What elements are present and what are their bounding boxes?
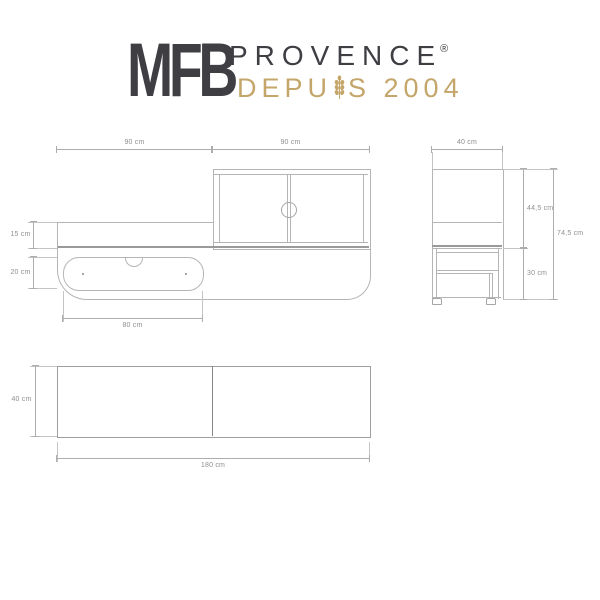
top-depth-dimline xyxy=(35,366,36,436)
registered-mark: ® xyxy=(440,43,449,55)
side-body-outline xyxy=(432,169,504,300)
cabinet-bottom-panel-line xyxy=(214,242,368,243)
drawer-dot-left xyxy=(82,273,84,275)
drawer-width-dimline xyxy=(63,318,202,319)
top-view-outline xyxy=(57,366,371,438)
side-depth-dimline xyxy=(432,149,502,150)
side-base-height-dimline xyxy=(523,248,524,299)
top-view-divider-line xyxy=(212,366,213,436)
side-base-top-line xyxy=(432,248,502,249)
side-upper-height-dimline xyxy=(523,169,524,248)
drawer-width-label: 80 cm xyxy=(122,322,143,329)
side-base-inner-top-line xyxy=(436,252,498,253)
cabinet-right-panel-line xyxy=(363,174,364,243)
front-width-left-label: 90 cm xyxy=(124,139,145,146)
logo-tagline-left: DEPU xyxy=(237,73,333,103)
side-total-height-label: 74,5 cm xyxy=(557,230,584,237)
top-width-label: 180 cm xyxy=(200,462,226,469)
side-total-height-dimline xyxy=(553,169,554,299)
top-width-dimline xyxy=(57,458,369,459)
shelf-height-label: 15 cm xyxy=(10,231,31,238)
side-drawer-back-line-2 xyxy=(492,273,493,297)
lavender-sprig-icon xyxy=(334,75,345,99)
logo-tagline xyxy=(237,75,464,102)
side-base-mid-line xyxy=(436,270,498,271)
door-handle-icon xyxy=(281,202,297,218)
side-ext-right-line xyxy=(502,152,503,169)
cabinet-left-panel-line xyxy=(219,174,220,243)
side-upper-height-label: 44,5 cm xyxy=(527,205,554,212)
front-width-right-label: 90 cm xyxy=(280,139,301,146)
drawer-dot-right xyxy=(185,273,187,275)
side-drawer-back-line-1 xyxy=(489,273,490,297)
shelf-left-line xyxy=(57,222,58,246)
drawer-height-label: 20 cm xyxy=(10,269,31,276)
side-shelf-bottom-thick-line xyxy=(432,245,502,247)
cabinet-top-panel-line xyxy=(214,174,368,175)
top-depth-label: 40 cm xyxy=(11,396,32,403)
top-width-ext-left-line xyxy=(57,442,58,462)
logo-brand-text: PROVENCE xyxy=(229,40,443,71)
side-depth-label: 40 cm xyxy=(456,139,478,146)
shelf-top-line xyxy=(57,222,213,223)
side-foot-right xyxy=(486,298,496,305)
side-foot-left xyxy=(432,298,442,305)
side-ext-left-line xyxy=(432,152,433,169)
side-leg-right-line xyxy=(498,248,499,299)
side-ext-top-line xyxy=(503,169,558,170)
logo-monogram: MFB xyxy=(127,28,235,113)
side-drawer-top-line xyxy=(436,273,492,274)
logo-brand-name xyxy=(229,42,450,70)
front-width-left-dimline xyxy=(57,149,212,150)
side-base-height-label: 30 cm xyxy=(527,270,548,277)
side-shelf-line xyxy=(432,222,502,223)
logo-tagline-right: S 2004 xyxy=(348,73,464,103)
front-width-right-dimline xyxy=(212,149,369,150)
